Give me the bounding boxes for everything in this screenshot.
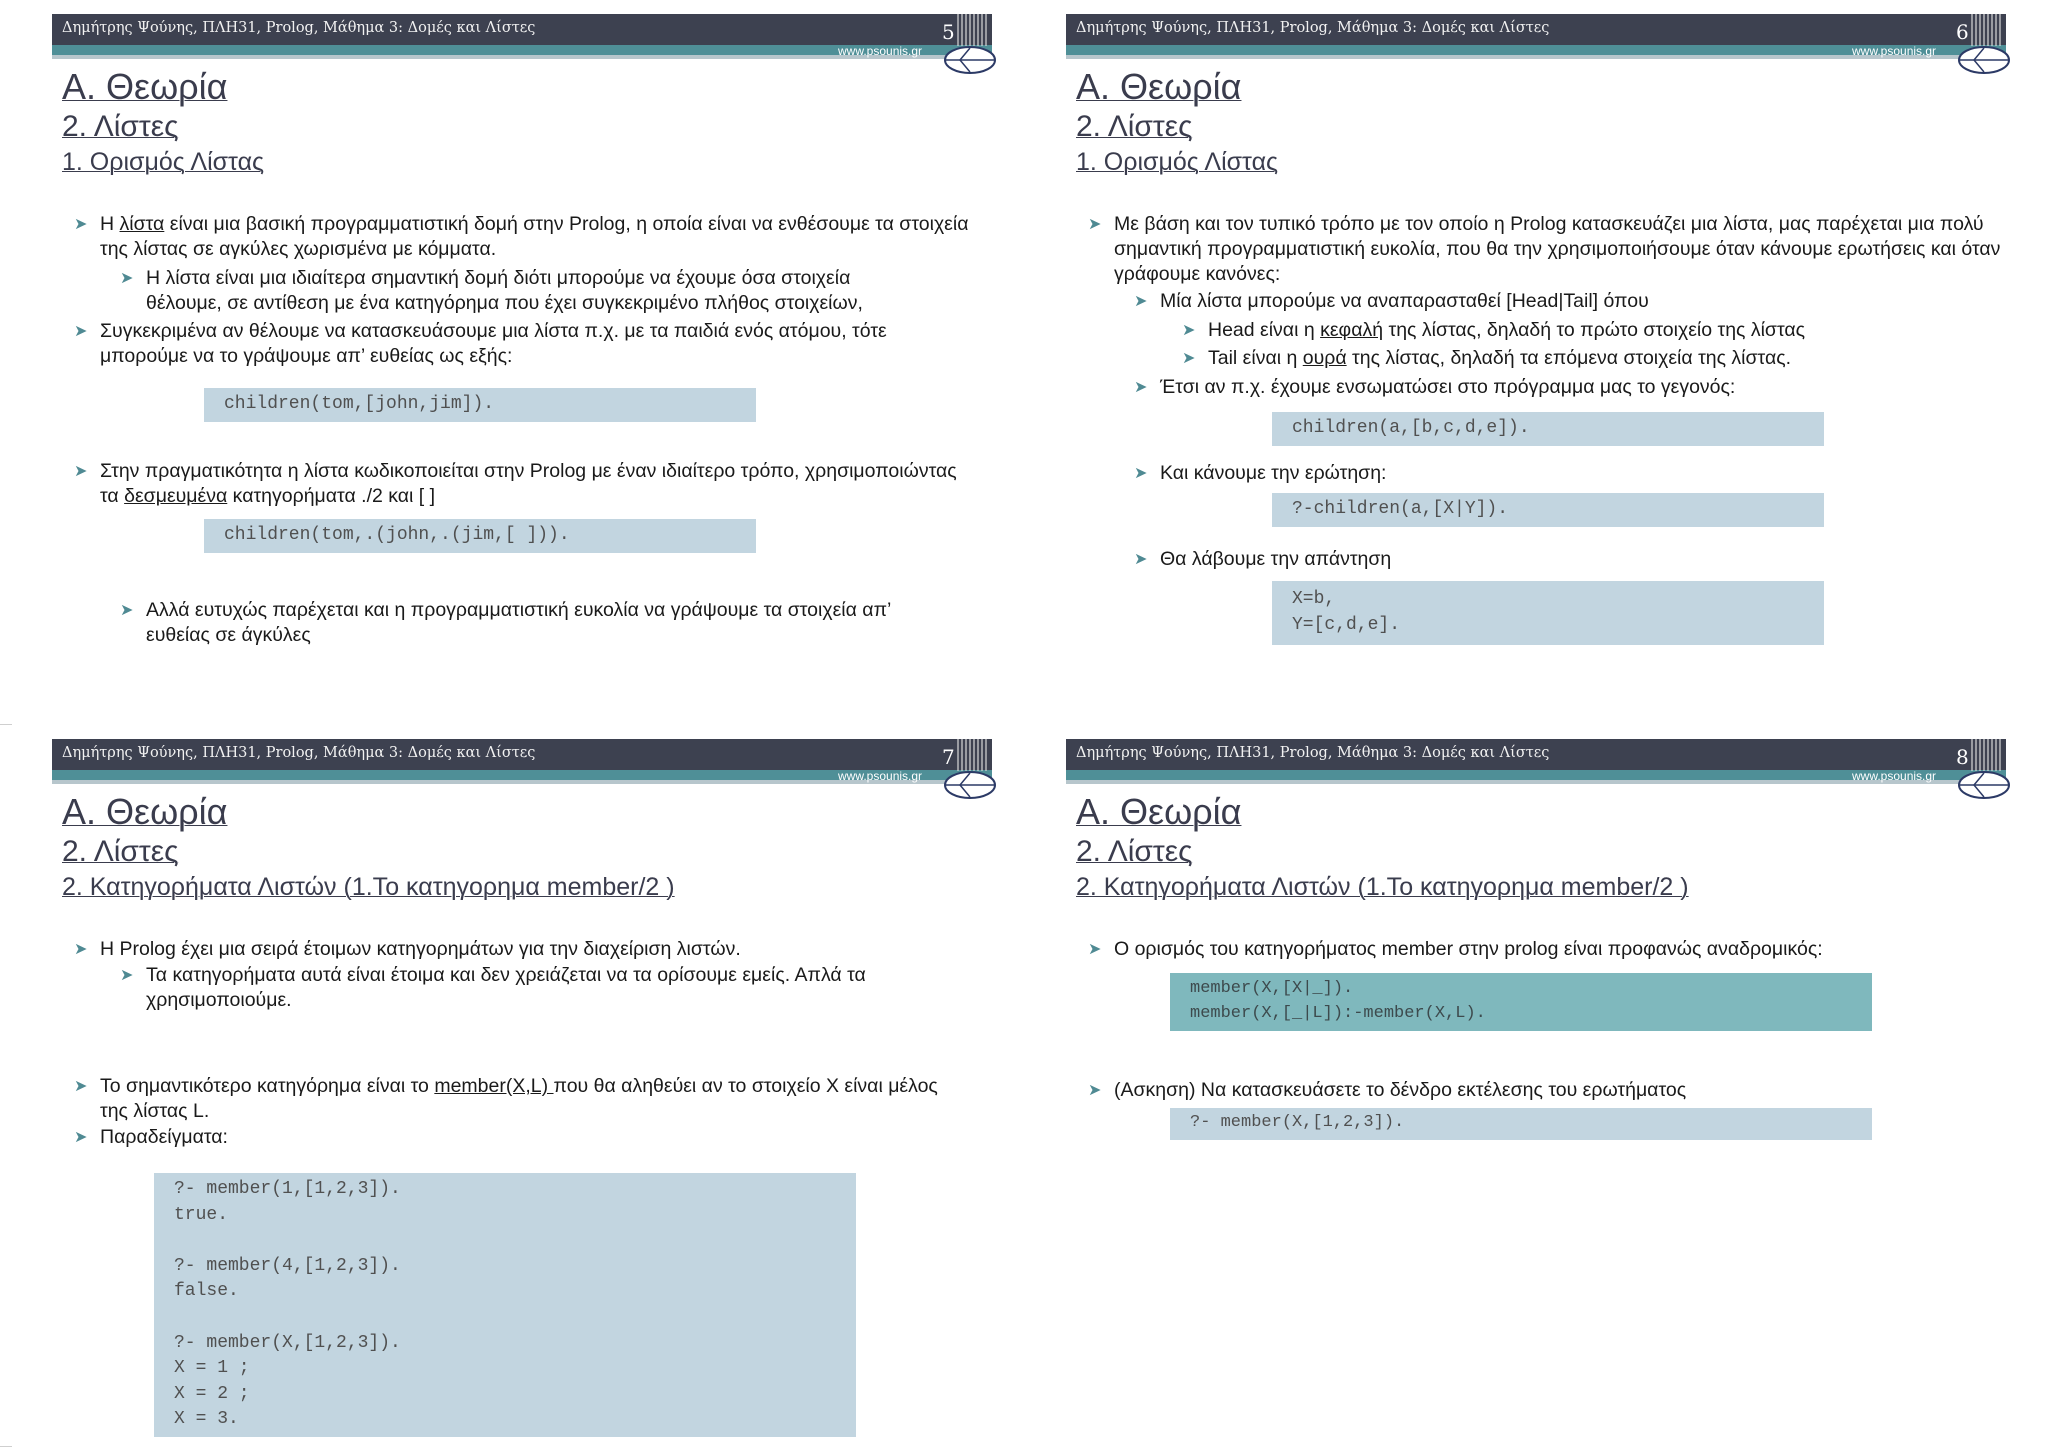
sub-sub-bullet-head bbox=[1182, 318, 2008, 343]
bullet-text: Το σημαντικότερο κατηγόρημα είναι το bbox=[100, 1075, 435, 1097]
header-grey-band bbox=[1066, 55, 1966, 59]
website-url: www.psounis.gr bbox=[838, 769, 923, 783]
slide-header-bar bbox=[1066, 739, 2006, 770]
bullet-text: Η bbox=[100, 213, 120, 235]
bullet-arrow-icon: ➤ bbox=[1134, 551, 1148, 568]
slide-title: Α. Θεωρία bbox=[62, 66, 228, 107]
sub-bullet-answer bbox=[1134, 547, 2000, 572]
header-grey-band bbox=[52, 55, 952, 59]
bullet-arrow-icon: ➤ bbox=[120, 967, 134, 984]
bullet-text: Θα λάβουμε την απάντηση bbox=[1160, 548, 1392, 570]
slide-header-bar bbox=[52, 739, 992, 770]
page-number: 6 bbox=[1956, 20, 1969, 44]
bullet-text: που θα αληθεύει αν το στοιχείο X είναι μέλος της λίστας L. bbox=[100, 1075, 938, 1122]
underlined-term: λίστα bbox=[119, 213, 165, 235]
bullet-text: Ο ορισμός του κατηγορήματος member στην prolog είναι προφανώς αναδρομικός: bbox=[1114, 938, 1823, 960]
slide-subtitle: 2. Λίστες bbox=[62, 835, 179, 868]
slide-header-bar bbox=[52, 14, 992, 45]
sub-bullet-list-importance bbox=[120, 266, 926, 316]
bullet-arrow-icon: ➤ bbox=[1088, 941, 1102, 958]
bullet-arrow-icon: ➤ bbox=[74, 323, 88, 340]
website-url: www.psounis.gr bbox=[838, 44, 923, 58]
bullet-arrow-icon: ➤ bbox=[1182, 322, 1196, 339]
bullet-list-examples bbox=[74, 1125, 960, 1150]
sub-bullet-fact bbox=[1134, 375, 2000, 400]
slide-title: Α. Θεωρία bbox=[1076, 791, 1242, 832]
header-bars-decoration bbox=[1970, 737, 2002, 773]
underlined-term: member(X,L) bbox=[434, 1075, 554, 1097]
website-url: www.psounis.gr bbox=[1852, 44, 1937, 58]
slide-8 bbox=[1026, 725, 2048, 1450]
bullet-list-builtins bbox=[74, 937, 980, 962]
slide-subtitle: 2. Λίστες bbox=[1076, 835, 1193, 868]
bullet-text: Παραδείγματα: bbox=[100, 1126, 228, 1148]
bullet-text: Και κάνουμε την ερώτηση: bbox=[1160, 462, 1387, 484]
bullet-list-head-tail bbox=[1088, 212, 2014, 287]
header-text: Δημήτρης Ψούνης, ΠΛΗ31, Prolog, Μάθημα 3: Δομές και Λίστες bbox=[1076, 20, 1550, 36]
code-box: ?- member(1,[1,2,3]). true. ?- member(4,[1,2,3]). false. ?- member(X,[1,2,3]). X = 1 ; X = 2 ; X = 3. bbox=[154, 1173, 856, 1437]
bullet-arrow-icon: ➤ bbox=[1088, 1082, 1102, 1099]
bullet-arrow-icon: ➤ bbox=[1134, 293, 1148, 310]
slide-section: 2. Κατηγορήματα Λιστών (1.Το κατηγορημα member/2 ) bbox=[1076, 873, 1689, 901]
sub-bullet-ready bbox=[120, 963, 946, 1013]
slide-header-bar bbox=[1066, 14, 2006, 45]
bullet-text: (Ασκηση) Να κατασκευάσετε το δένδρο εκτέλεσης του ερωτήματος bbox=[1114, 1079, 1687, 1101]
code-box: ?- member(X,[1,2,3]). bbox=[1170, 1108, 1872, 1140]
bullet-list-definition bbox=[74, 212, 980, 262]
slide-6 bbox=[1026, 0, 2048, 725]
bullet-arrow-icon: ➤ bbox=[1134, 379, 1148, 396]
underlined-term: κεφαλή bbox=[1320, 319, 1384, 341]
bullet-list-example bbox=[74, 319, 960, 369]
bullet-text: Αλλά ευτυχώς παρέχεται και η προγραμματιστική ευκολία να γράψουμε τα στοιχεία απ’ ευθείας σε άγκύλες bbox=[146, 599, 891, 646]
slide-7 bbox=[12, 725, 1034, 1450]
page-number: 7 bbox=[942, 745, 955, 769]
header-text: Δημήτρης Ψούνης, ΠΛΗ31, Prolog, Μάθημα 3: Δομές και Λίστες bbox=[62, 20, 536, 36]
slide-5 bbox=[12, 0, 1034, 725]
code-box: children(a,[b,c,d,e]). bbox=[1272, 412, 1824, 446]
header-grey-band bbox=[52, 780, 952, 784]
slide-section: 1. Ορισμός Λίστας bbox=[1076, 148, 1279, 176]
bullet-text: Η Prolog έχει μια σειρά έτοιμων κατηγορημάτων για την διαχείριση λιστών. bbox=[100, 938, 741, 960]
bullet-arrow-icon: ➤ bbox=[120, 602, 134, 619]
bullet-text: Συγκεκριμένα αν θέλουμε να κατασκευάσουμε μια λίστα π.χ. με τα παιδιά ενός ατόμου, τότε μπορούμε να το γράψουμε απ’ ευθείας ως εξής: bbox=[100, 320, 887, 367]
website-url: www.psounis.gr bbox=[1852, 769, 1937, 783]
bullet-arrow-icon: ➤ bbox=[1134, 465, 1148, 482]
code-box: ?-children(a,[X|Y]). bbox=[1272, 493, 1824, 527]
header-bars-decoration bbox=[956, 12, 988, 48]
bullet-text: Head είναι η bbox=[1208, 319, 1321, 341]
code-box: children(tom,.(john,.(jim,[ ])). bbox=[204, 519, 756, 553]
slide-section: 1. Ορισμός Λίστας bbox=[62, 148, 265, 176]
header-bars-decoration bbox=[956, 737, 988, 773]
bullet-list-encoding bbox=[74, 459, 960, 509]
bullet-text: Τα κατηγορήματα αυτά είναι έτοιμα και δεν χρειάζεται να τα ορίσουμε εμείς. Απλά τα χρησιμοποιούμε. bbox=[146, 964, 866, 1011]
bullet-arrow-icon: ➤ bbox=[74, 1078, 88, 1095]
bullet-arrow-icon: ➤ bbox=[74, 463, 88, 480]
bullet-text: είναι μια βασική προγραμματιστική δομή στην Prolog, η οποία είναι να ενθέσουμε τα στοιχεία της λίστας σε αγκύλες χωρισμένα με κόμματα. bbox=[100, 213, 969, 260]
bullet-text: Στην πραγματικότητα η λίστα κωδικοποιείται στην Prolog με έναν ιδιαίτερο τρόπο, χρησιμοποιώντας τα bbox=[100, 460, 957, 507]
bullet-arrow-icon: ➤ bbox=[74, 216, 88, 233]
sub-sub-bullet-tail bbox=[1182, 346, 2008, 371]
sub-bullet-convenience bbox=[120, 598, 936, 648]
bullet-text: κατηγορήματα ./2 και [ ] bbox=[227, 485, 436, 507]
bullet-text: Μία λίστα μπορούμε να αναπαρασταθεί [Head|Tail] όπου bbox=[1160, 290, 1649, 312]
page-number: 5 bbox=[942, 20, 955, 44]
bullet-arrow-icon: ➤ bbox=[74, 941, 88, 958]
header-text: Δημήτρης Ψούνης, ΠΛΗ31, Prolog, Μάθημα 3: Δομές και Λίστες bbox=[62, 745, 536, 761]
bullet-text: Έτσι αν π.χ. έχουμε ενσωματώσει στο πρόγραμμα μας το γεγονός: bbox=[1160, 376, 1736, 398]
bullet-arrow-icon: ➤ bbox=[1182, 350, 1196, 367]
sub-bullet-query bbox=[1134, 461, 2000, 486]
header-bars-decoration bbox=[1970, 12, 2002, 48]
bullet-arrow-icon: ➤ bbox=[1088, 216, 1102, 233]
bullet-text: Η λίστα είναι μια ιδιαίτερα σημαντική δομή διότι μπορούμε να έχουμε όσα στοιχεία θέλουμε, σε αντίθεση με ένα κατηγόρημα που έχει συγκεκριμένο πλήθος στοιχείων, bbox=[146, 267, 863, 314]
slide-subtitle: 2. Λίστες bbox=[62, 110, 179, 143]
code-box: X=b, Y=[c,d,e]. bbox=[1272, 581, 1824, 645]
bullet-text: της λίστας, δηλαδή τα επόμενα στοιχεία της λίστας. bbox=[1346, 347, 1792, 369]
bullet-arrow-icon: ➤ bbox=[120, 270, 134, 287]
code-box: member(X,[X|_]). member(X,[_|L]):-member(X,L). bbox=[1170, 973, 1872, 1031]
bullet-list-exercise bbox=[1088, 1078, 2014, 1103]
page-number: 8 bbox=[1956, 745, 1969, 769]
bullet-text: της λίστας, δηλαδή το πρώτο στοιχείο της λίστας bbox=[1383, 319, 1806, 341]
psounis-logo-icon bbox=[942, 769, 998, 801]
bullet-list-definition bbox=[1088, 937, 2014, 962]
psounis-logo-icon bbox=[1956, 769, 2012, 801]
code-box: children(tom,[john,jim]). bbox=[204, 388, 756, 422]
bullet-arrow-icon: ➤ bbox=[74, 1129, 88, 1146]
bullet-list-member bbox=[74, 1074, 960, 1124]
psounis-logo-icon bbox=[1956, 44, 2012, 76]
bullet-text: Με βάση και τον τυπικό τρόπο με τον οποίο η Prolog κατασκευάζει μια λίστα, μας παρέχεται μια πολύ σημαντική προγραμματιστική ευκολία, που θα την χρησιμοποιήσουμε όταν κάνουμε ερωτήσεις και όταν γράφουμε κανόνες: bbox=[1114, 213, 2001, 285]
bullet-text: Tail είναι η bbox=[1208, 347, 1303, 369]
underlined-term: δεσμευμένα bbox=[124, 485, 228, 507]
sub-bullet-representation bbox=[1134, 289, 2000, 314]
underlined-term: ουρά bbox=[1302, 347, 1347, 369]
slide-subtitle: 2. Λίστες bbox=[1076, 110, 1193, 143]
psounis-logo-icon bbox=[942, 44, 998, 76]
header-grey-band bbox=[1066, 780, 1966, 784]
header-text: Δημήτρης Ψούνης, ΠΛΗ31, Prolog, Μάθημα 3: Δομές και Λίστες bbox=[1076, 745, 1550, 761]
slide-section: 2. Κατηγορήματα Λιστών (1.Το κατηγορημα member/2 ) bbox=[62, 873, 675, 901]
slide-title: Α. Θεωρία bbox=[1076, 66, 1242, 107]
slide-title: Α. Θεωρία bbox=[62, 791, 228, 832]
